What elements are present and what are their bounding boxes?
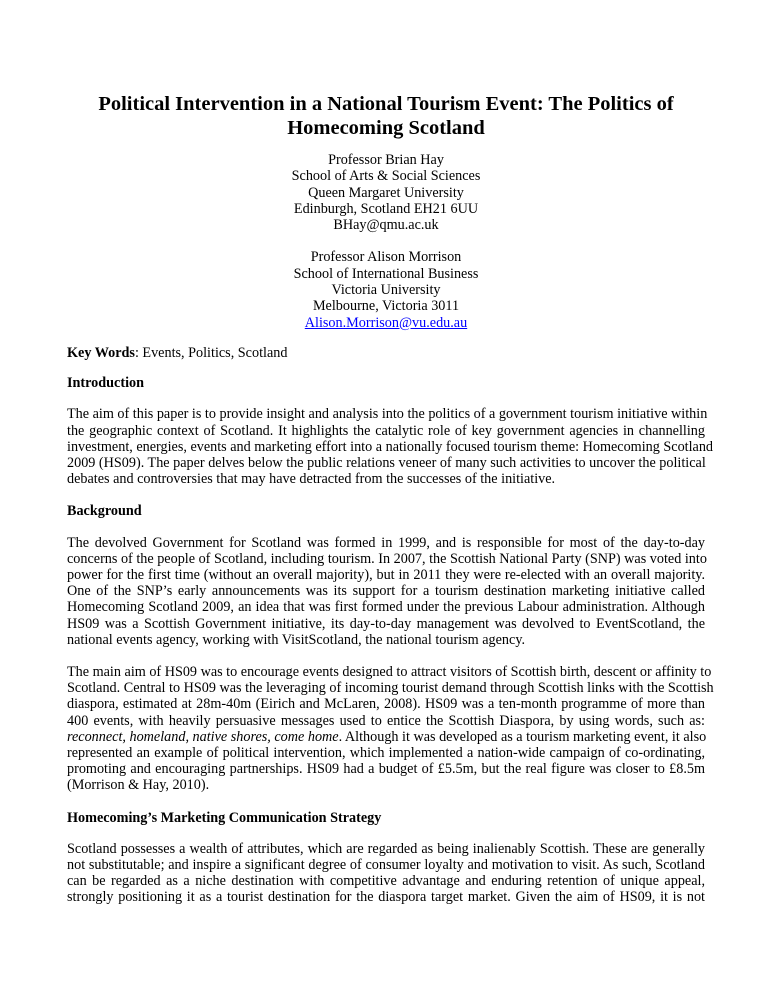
text-line: investment, energies, events and marketing effort into a nationally focused tourism theme: Homecoming Scotland — [67, 438, 714, 455]
text-line — [67, 729, 705, 745]
author-name: Professor Alison Morrison — [310, 249, 462, 266]
author-institution: Queen Margaret University — [308, 184, 464, 201]
text-line: The devolved Government for Scotland was formed in 1999, and is responsible for most of the day-to-day — [67, 534, 705, 551]
author-email: BHay@qmu.ac.uk — [333, 217, 439, 234]
background-paragraph-1 — [67, 535, 705, 648]
text-line: can be regarded as a niche destination with competitive advantage and enduring retention of unique appeal, — [67, 873, 705, 890]
text-line: diaspora, estimated at 28m-40m (Eirich and McLaren, 2008). HS09 was a ten-month programme of more than — [67, 696, 705, 713]
title-line-2: Homecoming Scotland — [287, 117, 485, 139]
text-fragment: . Although it was developed as a tourism marketing event, it also — [338, 728, 707, 745]
author-email-link[interactable]: Alison.Morrison@vu.edu.au — [304, 314, 468, 331]
text-line: not substitutable; and inspire a significant degree of consumer loyalty and motivation to visit. As such, Scotland — [67, 857, 705, 874]
text-line: The aim of this paper is to provide insight and analysis into the politics of a government tourism initiative within — [67, 406, 708, 423]
text-line: national events agency, working with VisitScotland, the national tourism agency. — [67, 631, 526, 648]
text-line: promoting and encouraging partnerships. HS09 had a budget of £5.5m, but the real figure was closer to £8.5m — [67, 761, 705, 778]
keywords-list: : Events, Politics, Scotland — [134, 345, 288, 361]
text-line: concerns of the people of Scotland, including tourism. In 2007, the Scottish National Party (SNP) was voted into — [67, 550, 707, 567]
italic-phrase: reconnect, homeland, native shores, come home — [67, 728, 339, 745]
text-line: represented an example of political intervention, which implemented a nation-wide campaign of co-ordinating, — [67, 745, 705, 762]
author-school: School of Arts & Social Sciences — [291, 168, 481, 185]
author-school: School of International Business — [293, 265, 479, 282]
text-line: Scotland. Central to HS09 was the leveraging of incoming tourist demand through Scottish links with the Scottish — [67, 680, 714, 697]
author-block — [67, 249, 705, 330]
author-list — [67, 152, 705, 331]
marketing-paragraph — [67, 841, 705, 906]
text-line: the geographic context of Scotland. It highlights the catalytic role of key government agencies in channelling — [67, 422, 705, 439]
paper-title — [67, 92, 705, 140]
section-heading-introduction: Introduction — [67, 375, 144, 392]
text-line: debates and controversies that may have detracted from the successes of the initiative. — [67, 471, 556, 488]
text-line: One of the SNP’s early announcements was its support for a tourism destination marketing initiative called — [67, 583, 705, 600]
text-line: power for the first time (without an overall majority), but in 2011 they were re-elected with an overall majority. — [67, 567, 705, 584]
text-line: strongly positioning it as a tourist destination for the diaspora target market. Given the aim of HS09, it is not — [67, 889, 705, 906]
keywords-label: Key Words — [67, 345, 135, 361]
author-name: Professor Brian Hay — [328, 152, 444, 168]
text-line: Scotland possesses a wealth of attributes, which are regarded as being inalienably Scottish. These are generally — [67, 840, 705, 857]
author-address: Melbourne, Victoria 3011 — [312, 298, 460, 315]
author-institution: Victoria University — [331, 282, 441, 299]
text-line: The main aim of HS09 was to encourage events designed to attract visitors of Scottish birth, descent or affinity to — [67, 664, 712, 681]
text-line: Homecoming Scotland 2009, an idea that was first formed under the previous Labour administration. Although — [67, 599, 705, 616]
text-line: (Morrison & Hay, 2010). — [67, 777, 210, 794]
introduction-paragraph — [67, 406, 714, 488]
background-paragraph-2 — [67, 664, 714, 794]
title-line-1: Political Intervention in a National Tourism Event: The Politics of — [98, 93, 674, 115]
section-heading-marketing: Homecoming’s Marketing Communication Strategy — [67, 809, 382, 826]
section-heading-background: Background — [67, 503, 142, 520]
author-address: Edinburgh, Scotland EH21 6UU — [293, 200, 479, 217]
text-line: HS09 was a Scottish Government initiative, its day-to-day management was devolved to EventScotland, the — [67, 615, 705, 632]
author-block — [67, 152, 705, 233]
text-line: 2009 (HS09). The paper delves below the public relations veneer of many such activities to uncover the political — [67, 455, 706, 472]
keywords — [67, 345, 705, 361]
paper-body — [67, 345, 714, 922]
text-line: 400 events, with heavily persuasive messages used to entice the Scottish Diaspora, by using words, such as: — [67, 712, 705, 729]
